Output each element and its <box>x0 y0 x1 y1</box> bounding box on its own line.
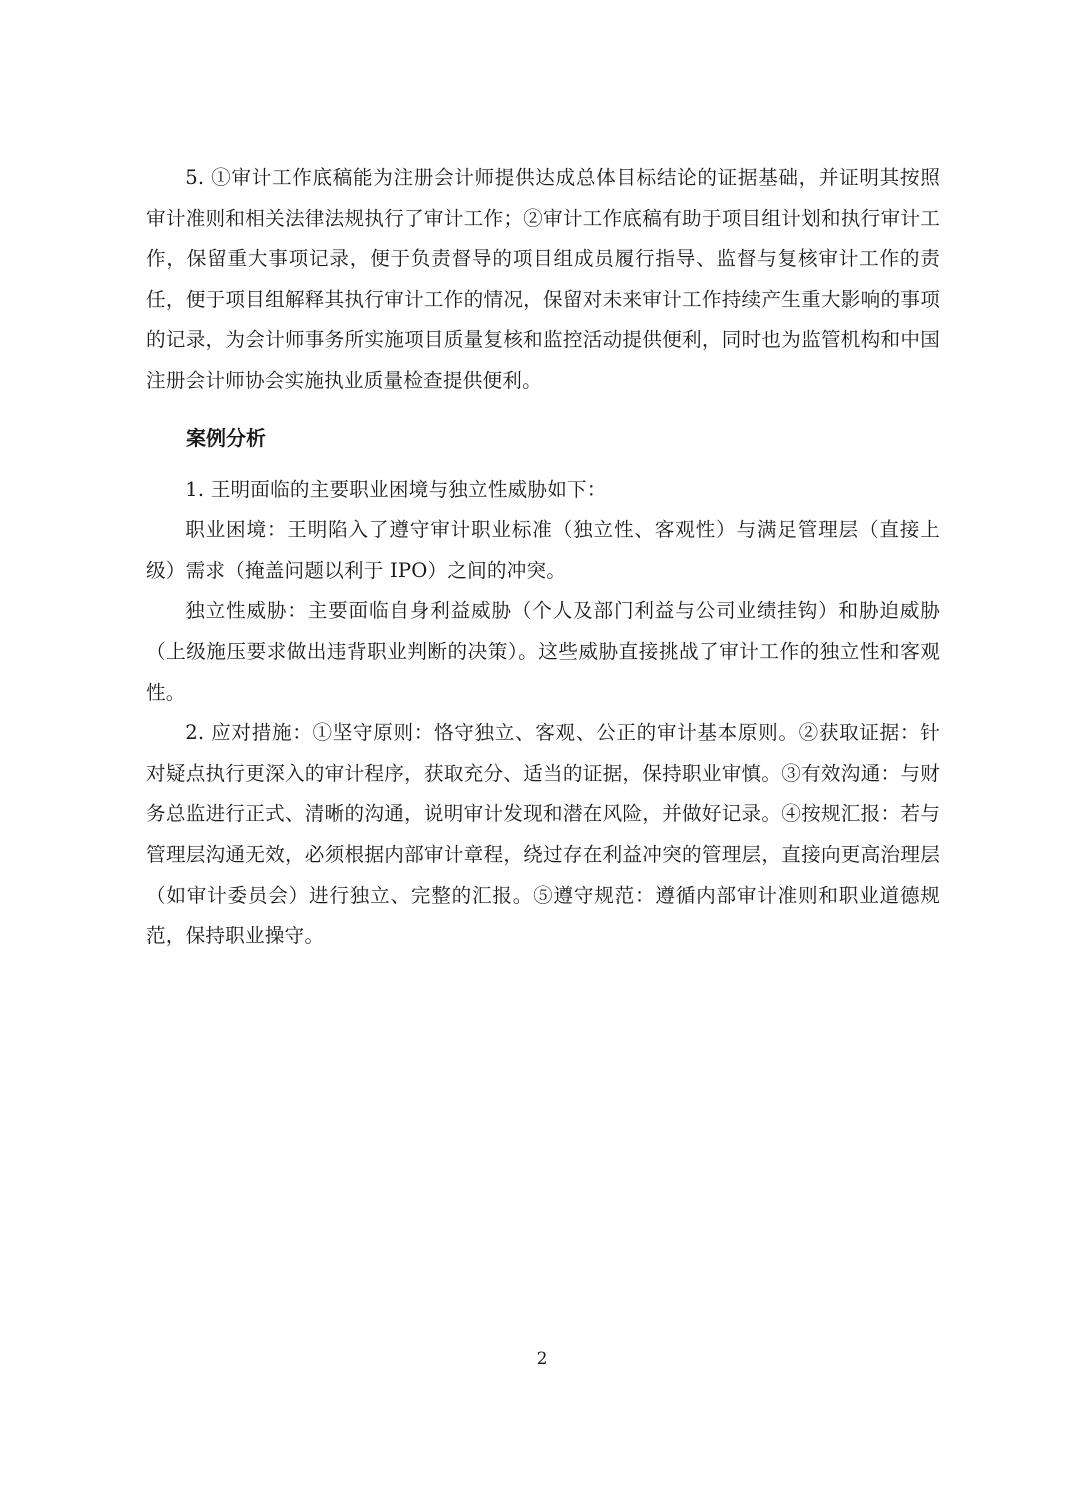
section-heading: 案例分析 <box>186 425 266 450</box>
paragraph-career-dilemma: 职业困境：王明陷入了遵守审计职业标准（独立性、客观性）与满足管理层（直接上级）需求（掩盖问题以利于 IPO）之间的冲突。 <box>146 518 940 582</box>
paragraph-independence-threat: 独立性威胁：主要面临自身利益威胁（个人及部门利益与公司业绩挂钩）和胁迫威胁（上级施压要求做出违背职业判断的决策）。这些威胁直接挑战了审计工作的独立性和客观性。 <box>146 599 940 704</box>
paragraph-case-1: 1. 王明面临的主要职业困境与独立性威胁如下： <box>185 477 607 501</box>
paragraph-answer-5: 5. ①审计工作底稿能为注册会计师提供达成总体目标结论的证据基础，并证明其按照审计准则和相关法律法规执行了审计工作；②审计工作底稿有助于项目组计划和执行审计工作，保留重大事项记录，便于负责督导的项目组成员履行指导、监督与复核审计工作的责任，便于项目组解释其执行审计工作的情况，保留对未来审计工作持续产生重大影响的事项的记录，为会计师事务所实施项目质量复核和监控活动提供便利，同时也为监管机构和中国注册会计师协会实施执业质量检查提供便利。 <box>146 166 940 392</box>
page-number: 2 <box>536 1349 548 1369</box>
paragraph-case-2-measures: 2. 应对措施：①坚守原则：恪守独立、客观、公正的审计基本原则。②获取证据：针对疑点执行更深入的审计程序，获取充分、适当的证据，保持职业审慎。③有效沟通：与财务总监进行正式、清晰的沟通，说明审计发现和潜在风险，并做好记录。④按规汇报：若与管理层沟通无效，必须根据内部审计章程，绕过存在利益冲突的管理层，直接向更高治理层（如审计委员会）进行独立、完整的汇报。⑤遵守规范：遵循内部审计准则和职业道德规范，保持职业操守。 <box>146 721 940 948</box>
page-content <box>146 158 940 957</box>
